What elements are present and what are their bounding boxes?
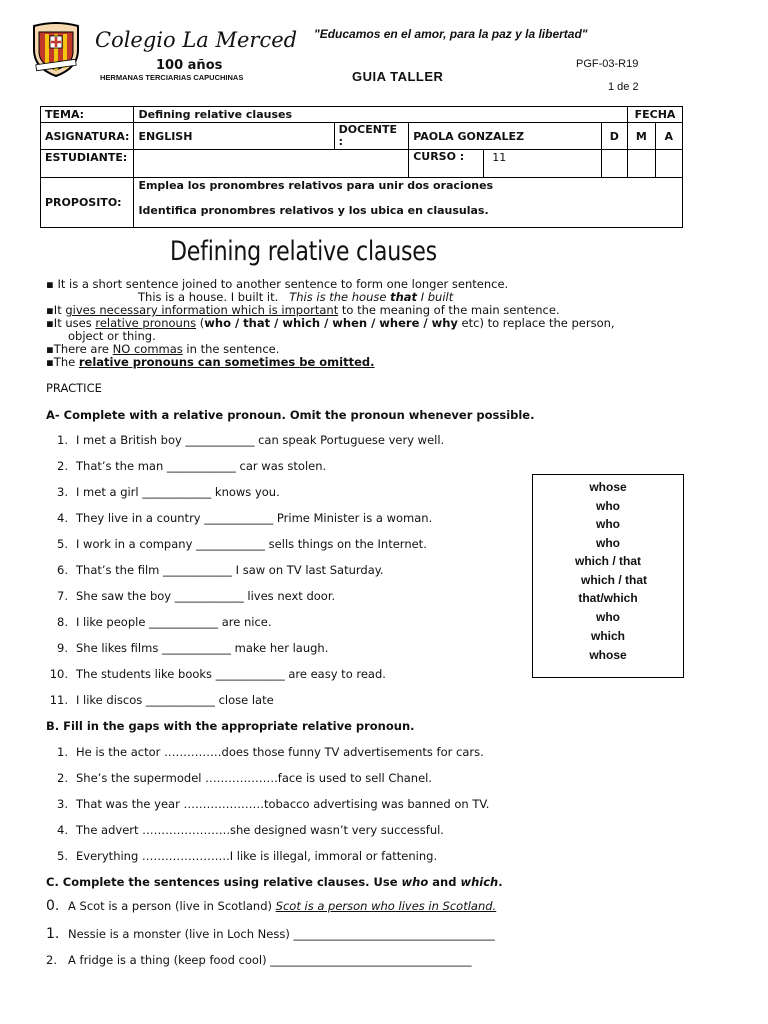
list-item: 5. Everything …………………..I like is illegal, immoral or fattening.: [57, 849, 438, 863]
list-item: 2. She’s the supermodel ……………….face is used to sell Chanel.: [57, 771, 432, 785]
curso-value: 11: [492, 151, 507, 164]
list-item: 1. He is the actor ……………does those funny TV advertisements for cars.: [57, 745, 484, 759]
asignatura-value: ENGLISH: [134, 123, 334, 150]
answer-item: who: [596, 536, 620, 550]
list-item: 3. I met a girl ____________ knows you.: [57, 485, 280, 499]
answer-item: who: [596, 517, 620, 531]
intro-example: This is a house. I built it. This is the house that I built: [138, 290, 454, 304]
intro-notes: [46, 278, 736, 369]
page-title: Defining relative clauses: [170, 236, 437, 267]
list-item: 2. A fridge is a thing (keep food cool) ___________________________________: [46, 953, 472, 967]
intro-line-4-cont: object or thing.: [68, 329, 156, 343]
proposito-label: PROPOSITO:: [41, 178, 134, 228]
school-crest-logo: [30, 20, 82, 78]
fecha-a-cell[interactable]: [655, 150, 682, 178]
estudiante-label: ESTUDIANTE:: [41, 150, 134, 178]
document-code: PGF-03-R19: [576, 58, 639, 70]
practice-label: PRACTICE: [46, 381, 102, 395]
intro-line-1: ▪ It is a short sentence joined to another sentence to form one longer sentence.: [46, 277, 509, 291]
list-item: 4. They live in a country ____________ Prime Minister is a woman.: [57, 511, 433, 525]
list-item: 8. I like people ____________ are nice.: [57, 615, 272, 629]
list-item: 0. A Scot is a person (live in Scotland) Scot is a person who lives in Scotland.: [46, 898, 497, 914]
page-number: 1 de 2: [608, 81, 639, 93]
list-item: 10. The students like books ____________ are easy to read.: [49, 667, 386, 681]
estudiante-value[interactable]: [134, 150, 409, 178]
answer-item: which / that: [581, 573, 647, 587]
motto: "Educamos en el amor, para la paz y la libertad": [314, 27, 588, 41]
fecha-d-cell[interactable]: [601, 150, 627, 178]
list-item: 7. She saw the boy ____________ lives next door.: [57, 589, 336, 603]
docente-value: PAOLA GONZALEZ: [409, 123, 601, 150]
intro-line-5: ▪There are NO commas in the sentence.: [46, 342, 280, 356]
tema-value: Defining relative clauses: [134, 107, 628, 123]
answer-item: whose: [589, 480, 627, 494]
proposito-2: Identifica pronombres relativos y los ubica en clausulas.: [138, 204, 489, 217]
tema-label: TEMA:: [41, 107, 134, 123]
list-item: 5. I work in a company ____________ sells things on the Internet.: [57, 537, 427, 551]
list-item: 11. I like discos ____________ close late: [49, 693, 274, 707]
answer-item: whose: [589, 648, 627, 662]
list-item: 1. I met a British boy ____________ can speak Portuguese very well.: [57, 433, 445, 447]
fecha-m-cell[interactable]: [628, 150, 656, 178]
answer-item: which: [590, 629, 625, 643]
asignatura-label: ASIGNATURA:: [41, 123, 134, 150]
intro-line-3: ▪It gives necessary information which is important to the meaning of the main sentence.: [46, 303, 560, 317]
proposito-1: Emplea los pronombres relativos para unir dos oraciones: [138, 179, 494, 192]
document-type: GUIA TALLER: [352, 69, 444, 84]
list-item: 3. That was the year …………………tobacco advertising was banned on TV.: [57, 797, 490, 811]
answer-key-box: [532, 474, 684, 678]
years-label: 100 años: [156, 58, 223, 73]
answer-item: who: [596, 610, 620, 624]
info-table: [40, 106, 683, 228]
intro-line-4: ▪It uses relative pronouns (who / that / which / when / where / why etc) to replace the person,: [46, 316, 615, 330]
curso-label: CURSO :: [409, 150, 484, 177]
section-a-heading: A- Complete with a relative pronoun. Omit the pronoun whenever possible.: [46, 408, 535, 422]
fecha-a: A: [655, 123, 682, 150]
section-b-heading: B. Fill in the gaps with the appropriate relative pronoun.: [46, 719, 415, 733]
list-item: 9. She likes films ____________ make her laugh.: [57, 641, 329, 655]
intro-line-6: ▪The relative pronouns can sometimes be omitted.: [46, 355, 375, 369]
list-item: 6. That’s the film ____________ I saw on TV last Saturday.: [57, 563, 384, 577]
school-name: Colegio La Merced: [95, 28, 298, 52]
order-label: HERMANAS TERCIARIAS CAPUCHINAS: [100, 73, 244, 82]
bullet: ▪: [46, 277, 54, 291]
list-item: 2. That’s the man ____________ car was stolen.: [57, 459, 327, 473]
example-answer: Scot is a person who lives in Scotland.: [275, 899, 497, 913]
fecha-m: M: [628, 123, 656, 150]
answer-item: which / that: [575, 554, 641, 568]
section-c-heading: C. Complete the sentences using relative clauses. Use who and which.: [46, 875, 503, 889]
docente-label: DOCENTE :: [334, 123, 409, 150]
answer-item: who: [596, 499, 620, 513]
list-item: 1. Nessie is a monster (live in Loch Ness) ___________________________________: [46, 926, 495, 942]
answer-item: that/which: [578, 591, 638, 605]
fecha-d: D: [601, 123, 627, 150]
list-item: 4. The advert …………………..she designed wasn’t very successful.: [57, 823, 444, 837]
fecha-label: FECHA: [628, 107, 683, 123]
